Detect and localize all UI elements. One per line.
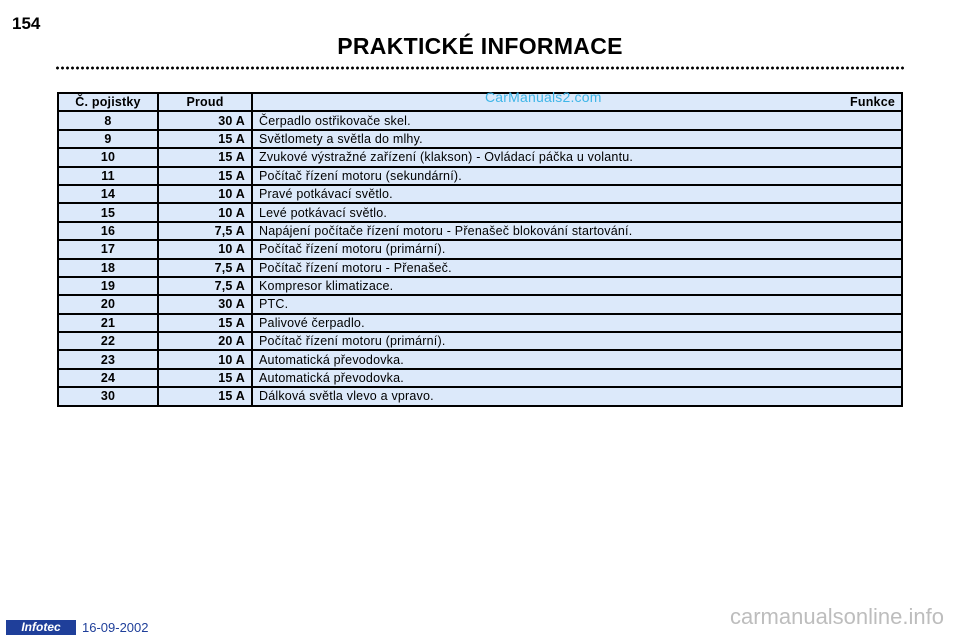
function-cell: Počítač řízení motoru (primární). (252, 332, 902, 350)
footer-date: 16-09-2002 (82, 620, 149, 635)
fuse-number-cell: 8 (58, 111, 158, 129)
table-row (58, 314, 902, 332)
table-row (58, 350, 902, 368)
function-cell: Čerpadlo ostřikovače skel. (252, 111, 902, 129)
current-cell: 30 A (158, 111, 252, 129)
infotec-logo: Infotec (6, 620, 76, 635)
fuse-table-body (58, 111, 902, 405)
table-row (58, 332, 902, 350)
function-cell: Počítač řízení motoru (sekundární). (252, 167, 902, 185)
function-cell: Pravé potkávací světlo. (252, 185, 902, 203)
function-cell: Levé potkávací světlo. (252, 203, 902, 221)
current-cell: 7,5 A (158, 259, 252, 277)
fuse-number-cell: 24 (58, 369, 158, 387)
current-cell: 15 A (158, 369, 252, 387)
current-cell: 15 A (158, 387, 252, 405)
table-row (58, 369, 902, 387)
current-cell: 15 A (158, 130, 252, 148)
function-cell: Automatická převodovka. (252, 369, 902, 387)
current-cell: 30 A (158, 295, 252, 313)
fuse-number-cell: 16 (58, 222, 158, 240)
table-row (58, 295, 902, 313)
current-cell: 15 A (158, 167, 252, 185)
table-row (58, 185, 902, 203)
function-cell: Napájení počítače řízení motoru - Přenašeč blokování startování. (252, 222, 902, 240)
table-row (58, 259, 902, 277)
current-cell: 7,5 A (158, 222, 252, 240)
table-row (58, 222, 902, 240)
table-row (58, 277, 902, 295)
function-cell: Počítač řízení motoru - Přenašeč. (252, 259, 902, 277)
fuse-number-cell: 30 (58, 387, 158, 405)
header-current: Proud (158, 93, 252, 111)
fuse-number-cell: 21 (58, 314, 158, 332)
function-cell: Počítač řízení motoru (primární). (252, 240, 902, 258)
page-title: PRAKTICKÉ INFORMACE (337, 33, 623, 59)
table-row (58, 387, 902, 405)
function-cell: Zvukové výstražné zařízení (klakson) - Ovládací páčka u volantu. (252, 148, 902, 166)
function-cell: Dálková světla vlevo a vpravo. (252, 387, 902, 405)
fuse-number-cell: 23 (58, 350, 158, 368)
watermark-bottom: carmanualsonline.info (729, 604, 944, 629)
fuse-number-cell: 22 (58, 332, 158, 350)
table-row (58, 240, 902, 258)
table-row (58, 130, 902, 148)
fuse-number-cell: 11 (58, 167, 158, 185)
function-cell: Kompresor klimatizace. (252, 277, 902, 295)
header-fuse-number: Č. pojistky (58, 93, 158, 111)
current-cell: 10 A (158, 203, 252, 221)
current-cell: 20 A (158, 332, 252, 350)
fuse-number-cell: 18 (58, 259, 158, 277)
function-cell: Světlomety a světla do mlhy. (252, 130, 902, 148)
fuse-number-cell: 15 (58, 203, 158, 221)
table-row (58, 203, 902, 221)
current-cell: 7,5 A (158, 277, 252, 295)
current-cell: 15 A (158, 148, 252, 166)
fuse-number-cell: 17 (58, 240, 158, 258)
table-row (58, 148, 902, 166)
function-cell: Palivové čerpadlo. (252, 314, 902, 332)
current-cell: 10 A (158, 350, 252, 368)
function-cell: PTC. (252, 295, 902, 313)
dotted-divider (55, 66, 905, 70)
fuse-number-cell: 9 (58, 130, 158, 148)
fuse-number-cell: 19 (58, 277, 158, 295)
function-cell: Automatická převodovka. (252, 350, 902, 368)
current-cell: 15 A (158, 314, 252, 332)
fuse-number-cell: 14 (58, 185, 158, 203)
fuse-table (57, 92, 903, 407)
table-header-row (58, 93, 902, 111)
fuse-number-cell: 10 (58, 148, 158, 166)
header-function: Funkce (252, 93, 902, 111)
table-row (58, 167, 902, 185)
current-cell: 10 A (158, 185, 252, 203)
table-row (58, 111, 902, 129)
fuse-number-cell: 20 (58, 295, 158, 313)
current-cell: 10 A (158, 240, 252, 258)
page-number: 154 (12, 14, 41, 33)
watermark-top: CarManuals2.com (485, 89, 602, 105)
